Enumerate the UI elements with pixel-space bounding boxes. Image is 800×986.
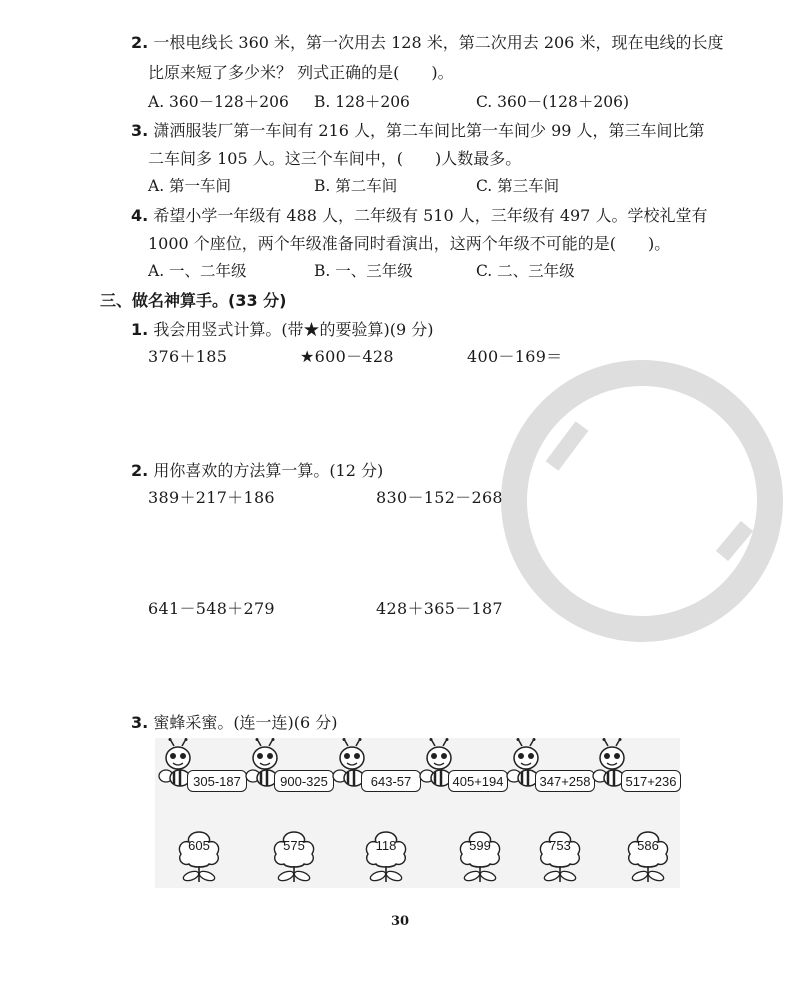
- page-number: 30: [390, 914, 410, 929]
- flower-value-5: 753: [549, 838, 571, 853]
- s3q1-number: 1.: [131, 320, 149, 339]
- q4-option-b: B. 一、三年级: [314, 262, 413, 280]
- q2-line1: [131, 30, 723, 53]
- q3-text-line1: 潇洒服装厂第一车间有 216 人，第二车间比第一车间少 99 人，第三车间比第: [153, 121, 705, 140]
- bee-flower-panel: [155, 738, 680, 888]
- flower-item-2[interactable]: [266, 830, 322, 886]
- s3q1-header: [131, 317, 434, 340]
- q2-option-b: B. 128＋206: [314, 93, 410, 111]
- s3q3-number: 3.: [131, 713, 149, 732]
- s3q2-header: [131, 458, 383, 481]
- q4-option-a: A. 一、二年级: [148, 262, 247, 280]
- bee-card-2: 900-325: [274, 770, 334, 792]
- flower-item-4[interactable]: [452, 830, 508, 886]
- flower-item-6[interactable]: [620, 830, 676, 886]
- flower-value-6: 586: [637, 838, 659, 853]
- bee-item-3[interactable]: [332, 738, 420, 802]
- s3q2-number: 2.: [131, 461, 149, 480]
- bee-card-5: 347+258: [535, 770, 595, 792]
- q3-option-c: C. 第三车间: [476, 177, 560, 195]
- watermark-stamp: [492, 356, 792, 646]
- q3-text-line2: 二车间多 105 人。这三个车间中，( )人数最多。: [148, 149, 522, 168]
- bee-item-2[interactable]: [245, 738, 333, 802]
- flower-value-4: 599: [469, 838, 491, 853]
- s3q2-text: 用你喜欢的方法算一算。(12 分): [153, 461, 384, 480]
- q3-option-b: B. 第二车间: [314, 177, 398, 195]
- flower-item-5[interactable]: [532, 830, 588, 886]
- q2-text-line2: 比原来短了多少米？ 列式正确的是( )。: [148, 63, 454, 82]
- q2-option-a: A. 360－128＋206: [148, 93, 289, 111]
- bee-item-1[interactable]: [158, 738, 246, 802]
- s3q1-expr-1: 376＋185: [148, 347, 228, 366]
- q2-option-c: C. 360－(128＋206): [476, 93, 630, 111]
- q4-number: 4.: [131, 206, 149, 225]
- s3q2-expr-2: 830－152－268: [376, 488, 503, 507]
- bee-card-4: 405+194: [448, 770, 508, 792]
- q2-text-line1: 一根电线长 360 米，第一次用去 128 米，第二次用去 206 米，现在电线的长度: [153, 33, 724, 52]
- q3-option-a: A. 第一车间: [148, 177, 232, 195]
- q4-option-c: C. 二、三年级: [476, 262, 575, 280]
- s3q1-expr-2: ★600－428: [300, 347, 394, 366]
- s3q2-expr-4: 428＋365－187: [376, 599, 503, 618]
- flower-value-3: 118: [375, 838, 397, 853]
- q2-number: 2.: [131, 33, 149, 52]
- q3-number: 3.: [131, 121, 149, 140]
- bee-item-6[interactable]: [592, 738, 680, 802]
- section3-title: 三、做名神算手。(33 分): [100, 291, 287, 310]
- bee-card-1: 305-187: [187, 770, 247, 792]
- s3q2-expr-1: 389＋217＋186: [148, 488, 275, 507]
- flower-value-1: 605: [188, 838, 210, 853]
- q3-line1: [131, 118, 705, 141]
- flower-item-1[interactable]: [171, 830, 227, 886]
- q4-text-line2: 1000 个座位，两个年级准备同时看演出，这两个年级不可能的是( )。: [148, 234, 671, 253]
- q4-text-line1: 希望小学一年级有 488 人，二年级有 510 人，三年级有 497 人。学校礼堂有: [153, 206, 708, 225]
- bee-item-5[interactable]: [506, 738, 594, 802]
- flower-item-3[interactable]: [358, 830, 414, 886]
- bee-item-4[interactable]: [419, 738, 507, 802]
- s3q1-expr-3: 400－169＝: [467, 347, 563, 366]
- bee-card-6: 517+236: [621, 770, 681, 792]
- s3q1-text: 我会用竖式计算。(带★的要验算)(9 分): [153, 320, 434, 339]
- q4-line1: [131, 203, 707, 226]
- s3q2-expr-3: 641－548＋279: [148, 599, 275, 618]
- flower-value-2: 575: [283, 838, 305, 853]
- s3q3-text: 蜜蜂采蜜。(连一连)(6 分): [153, 713, 338, 732]
- bee-card-3: 643-57: [361, 770, 421, 792]
- s3q3-header: [131, 710, 338, 733]
